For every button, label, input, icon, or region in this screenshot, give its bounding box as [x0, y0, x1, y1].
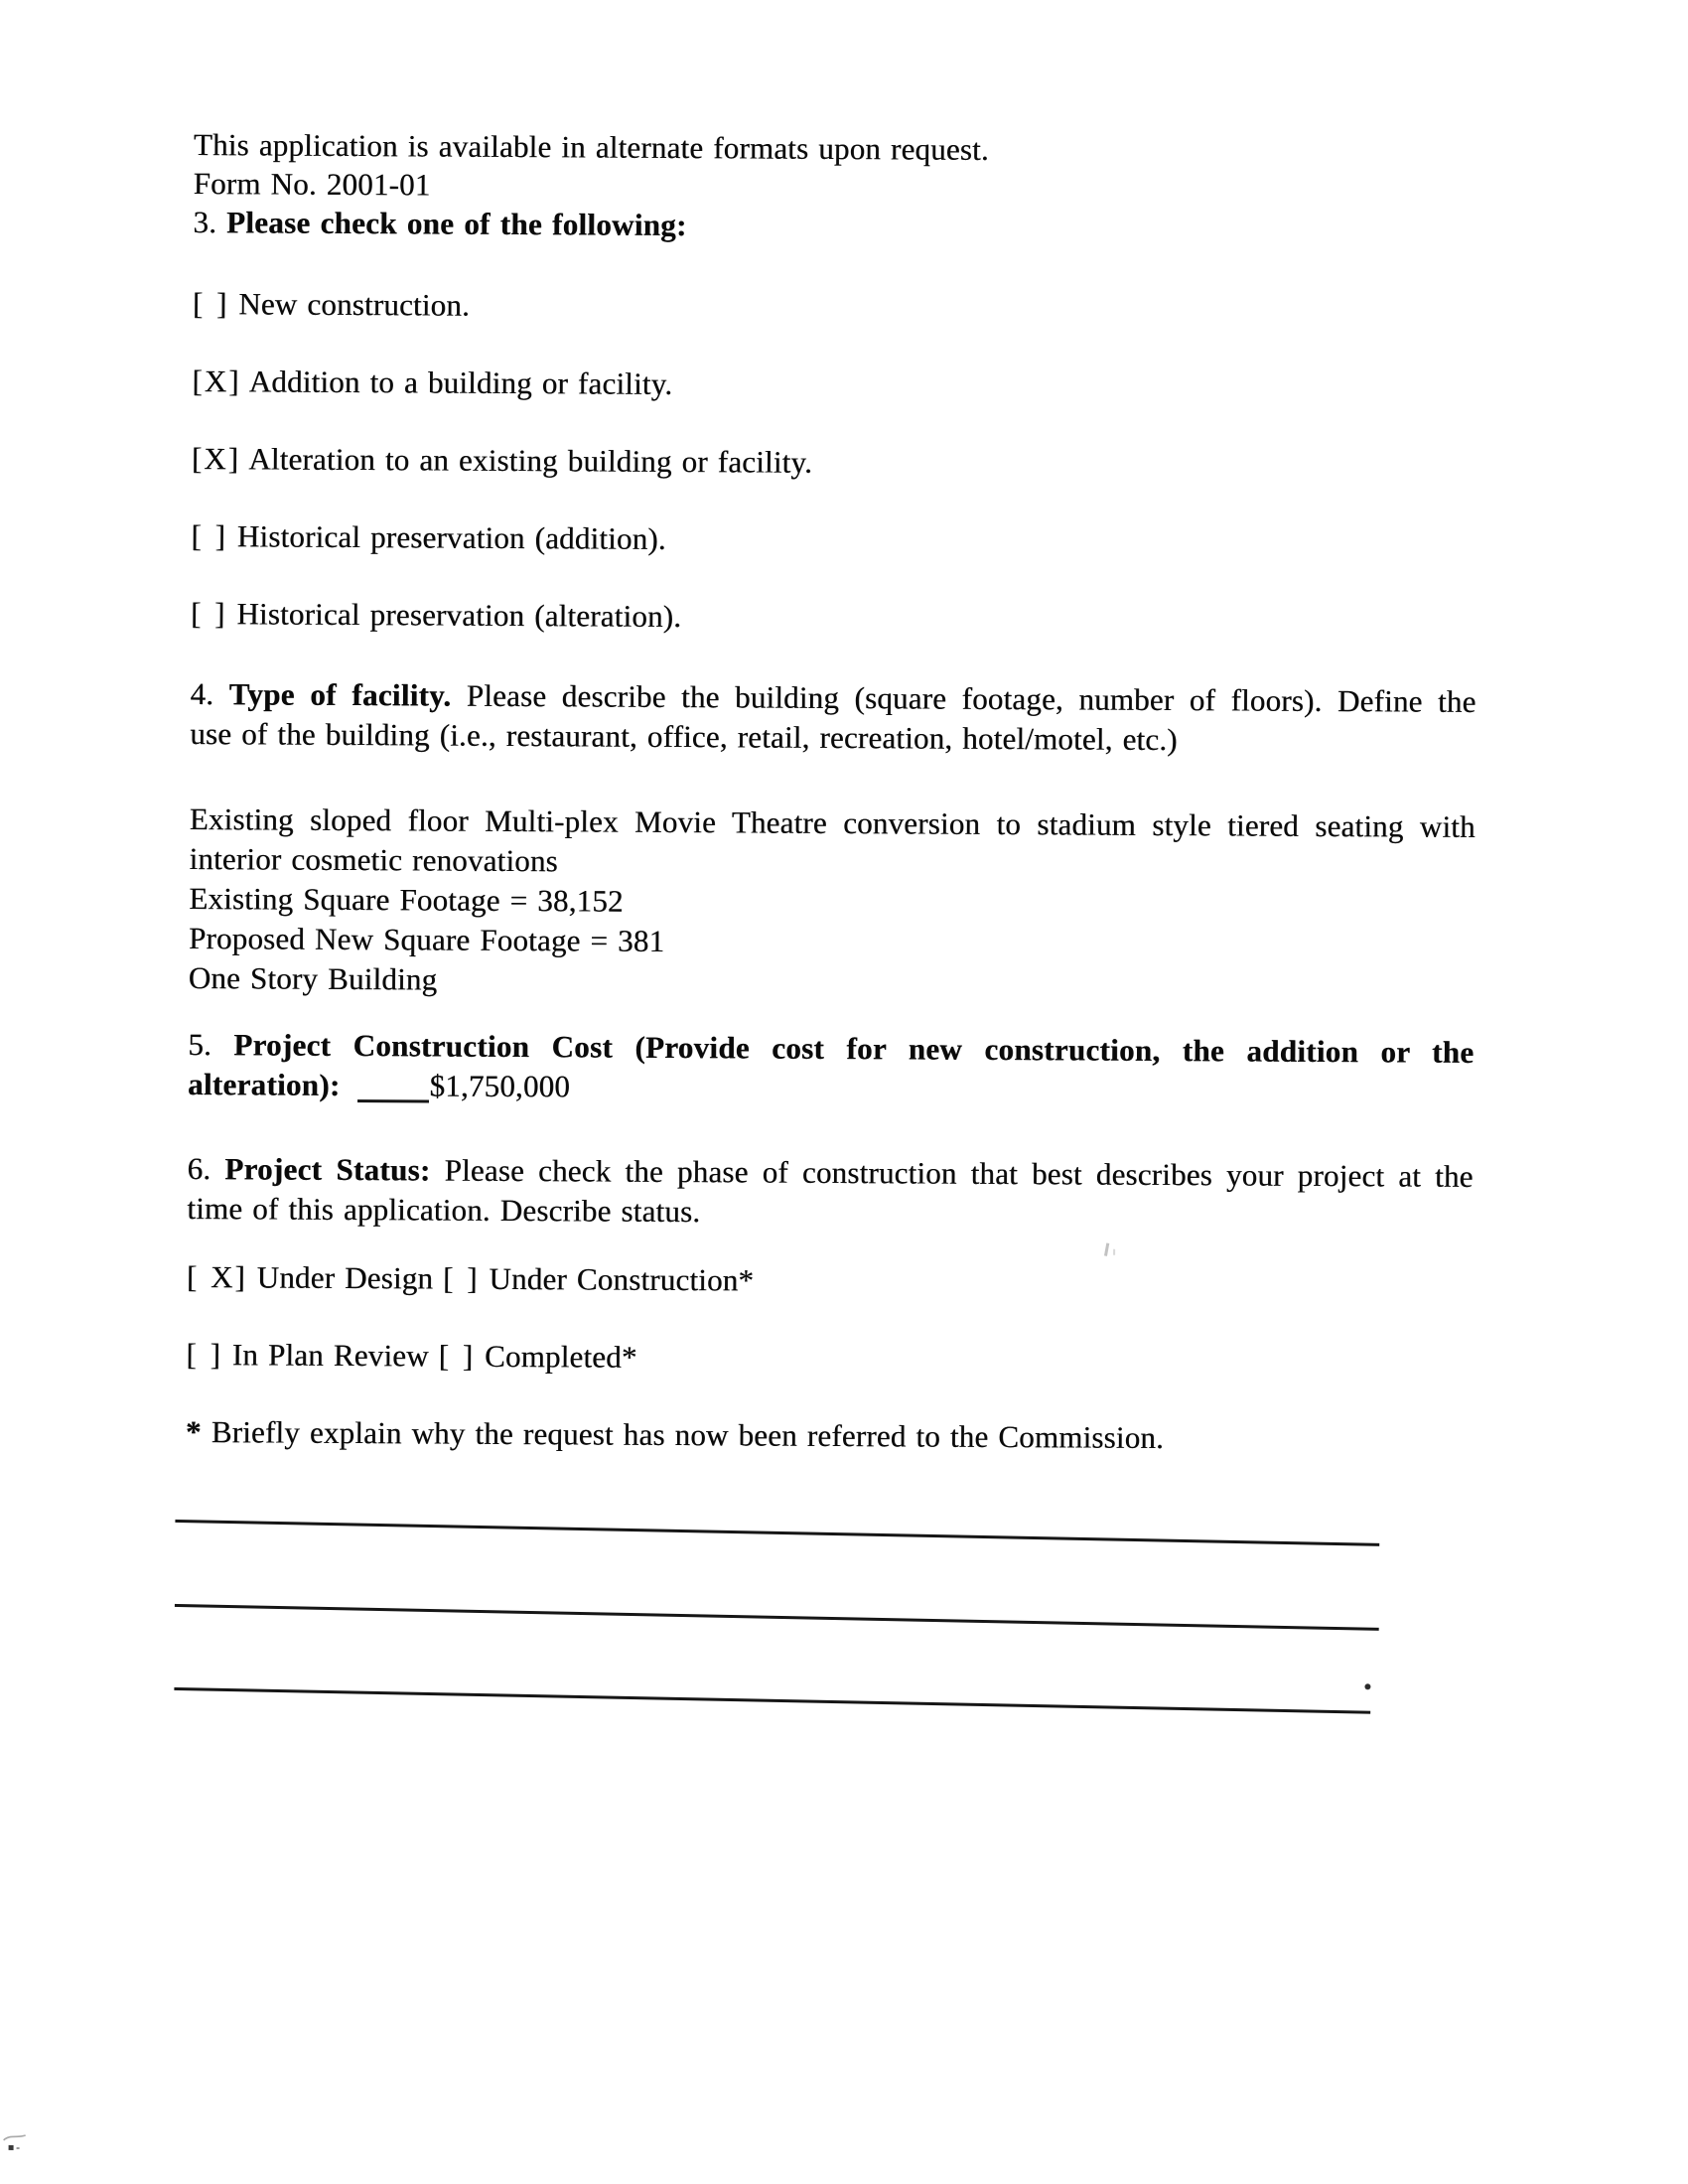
- answer-blank-line-1: [175, 1520, 1379, 1546]
- answer-line: Existing sloped floor Multi-plex Movie Theatre conversion to stadium style tiered seating with: [189, 801, 1476, 844]
- checkbox-completed: [ ]: [438, 1338, 476, 1374]
- answer-blank-line-3: [174, 1687, 1370, 1714]
- answer-line: One Story Building: [188, 960, 438, 997]
- checkbox-label: New construction.: [238, 286, 471, 323]
- checkbox-new-construction: [ ]: [192, 286, 229, 322]
- section5-heading: [188, 1025, 1474, 1112]
- section5-heading-line2: [188, 1065, 1474, 1112]
- checkbox-under-design: [ X]: [186, 1259, 247, 1295]
- cost-blank-underline: [357, 1080, 429, 1102]
- checkbox-label: Completed*: [484, 1338, 637, 1375]
- answer-line: Proposed New Square Footage = 381: [188, 921, 665, 958]
- checkbox-row-new-construction: [193, 284, 1478, 332]
- answer-blank-line-2: [175, 1604, 1379, 1631]
- scan-artifact-corner-squiggle: [0, 2130, 36, 2156]
- checkbox-under-construction: [ ]: [442, 1260, 480, 1296]
- checkbox-in-plan-review: [ ]: [186, 1337, 222, 1373]
- section4-answer: [189, 800, 1476, 1006]
- scan-artifact-speck: [1113, 1249, 1115, 1255]
- checkbox-row-historical-alteration: [191, 594, 1477, 642]
- checkbox-historical-alteration: [ ]: [190, 596, 227, 632]
- section5-title: Project Construction Cost (Provide cost for new construction, the addition or the: [233, 1027, 1475, 1070]
- checkbox-row-alteration: [192, 439, 1477, 487]
- footnote: [186, 1412, 1472, 1460]
- form-number: Form No. 2001-01: [193, 166, 431, 203]
- alt-format-notice: This application is available in alternate formats upon request.: [193, 127, 989, 167]
- construction-cost-value: $1,750,000: [429, 1068, 571, 1104]
- checkbox-label: Alteration to an existing building or facility.: [248, 441, 813, 480]
- checkbox-row-addition: [192, 362, 1477, 409]
- checkbox-label: Historical preservation (alteration).: [236, 596, 682, 635]
- section4-heading-line2: use of the building (i.e., restaurant, office, retail, recreation, hotel/motel, etc.): [190, 716, 1178, 758]
- checkbox-label: Under Construction*: [489, 1260, 755, 1298]
- footnote-text: Briefly explain why the request has now been referred to the Commission.: [211, 1414, 1165, 1456]
- checkbox-label: Under Design: [256, 1259, 434, 1296]
- section6-prompt: Please check the phase of construction that best describes your project at the: [444, 1152, 1474, 1194]
- section4-prompt: Please describe the building (square footage, number of floors). Define the: [466, 677, 1477, 719]
- checkbox-label: In Plan Review: [231, 1337, 429, 1374]
- section4-heading: [190, 674, 1476, 762]
- section4-number: 4.: [190, 676, 214, 712]
- checkbox-historical-addition: [ ]: [191, 518, 228, 554]
- section6-heading-line2: time of this application. Describe status.: [187, 1191, 701, 1230]
- footnote-asterisk: *: [185, 1414, 202, 1450]
- checkbox-row-historical-addition: [191, 516, 1477, 564]
- section3-number: 3.: [193, 205, 217, 240]
- section5-title-cont: alteration):: [188, 1067, 341, 1102]
- stray-period-mark: [1364, 1683, 1370, 1689]
- checkbox-label: Addition to a building or facility.: [248, 364, 673, 401]
- answer-line: Existing Square Footage = 38,152: [189, 881, 624, 919]
- section3-heading: [193, 203, 1478, 250]
- status-row-2: [186, 1335, 1472, 1383]
- section5-number: 5.: [188, 1027, 212, 1063]
- checkbox-addition: [X]: [192, 364, 241, 399]
- section4-title: Type of facility.: [228, 676, 452, 713]
- answer-line: interior cosmetic renovations: [189, 841, 558, 879]
- section3-title: Please check one of the following:: [225, 205, 687, 243]
- section6-title: Project Status:: [224, 1151, 431, 1188]
- section6-heading: [187, 1149, 1473, 1237]
- scan-artifact-tick: [1104, 1243, 1109, 1256]
- status-row-1: [187, 1257, 1473, 1305]
- checkbox-label: Historical preservation (addition).: [236, 518, 666, 556]
- section6-number: 6.: [187, 1151, 211, 1187]
- checkbox-alteration: [X]: [191, 441, 241, 477]
